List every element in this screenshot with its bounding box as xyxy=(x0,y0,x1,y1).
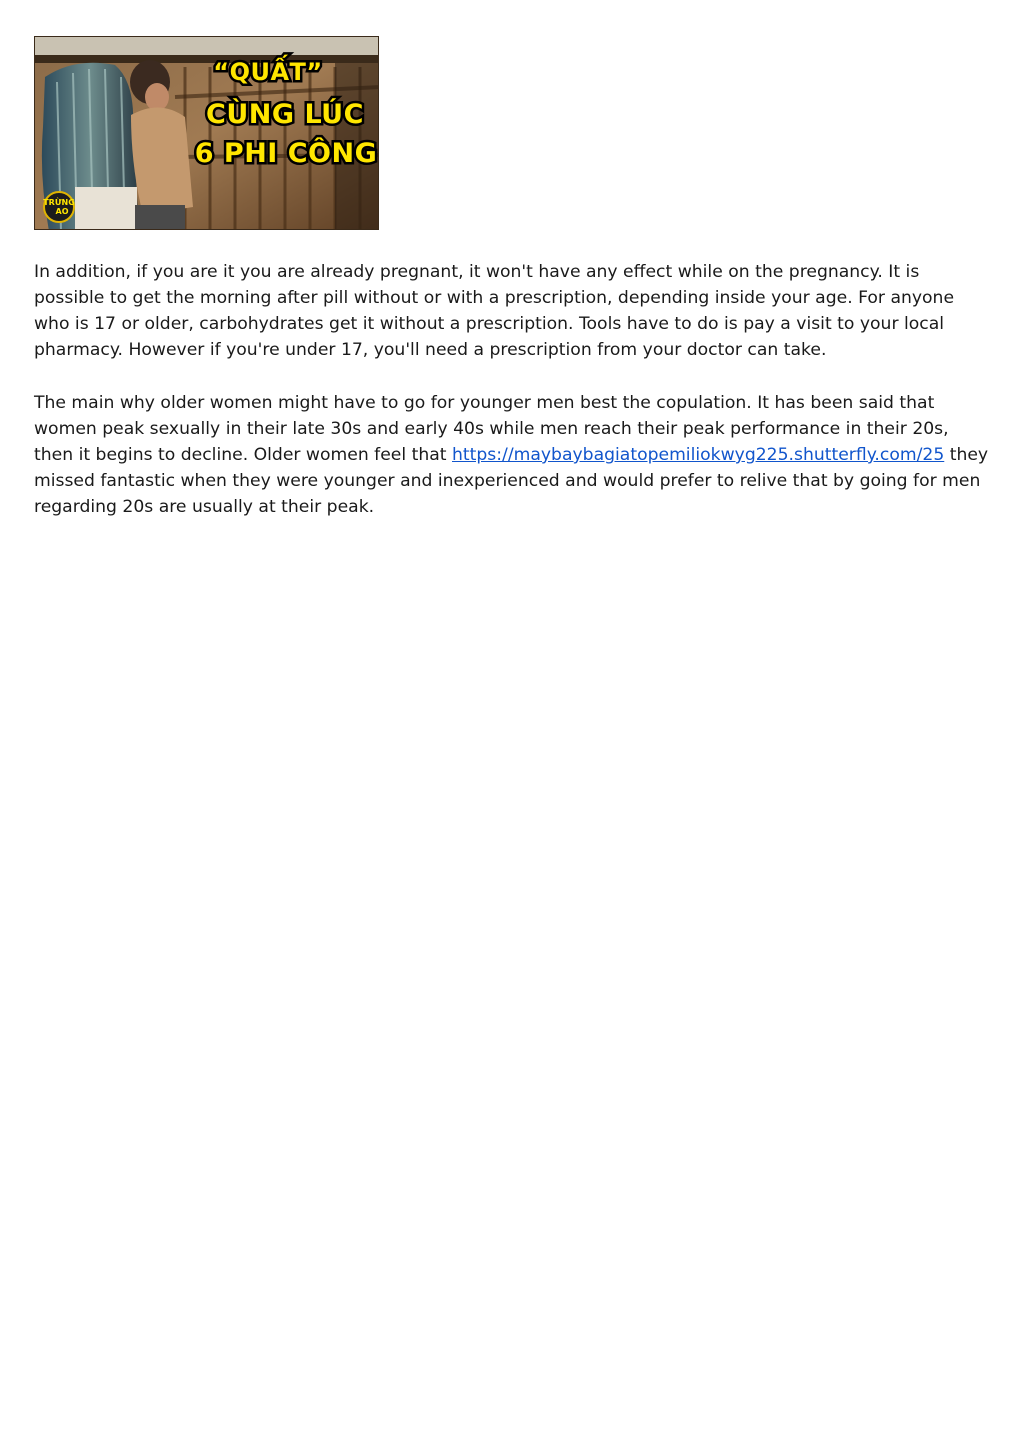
paragraph-pregnancy: In addition, if you are it you are already pregnant, it won't have any effect while on the pregnancy. It is possible to get the morning after pill without or with a prescription, depending inside your age. For anyone who is 17 or older, carbohydrates get it without a prescription. Tools have to do is pay a visit to your local pharmacy. However if you're under 17, you'll need a prescription from your doctor can take. xyxy=(34,262,955,360)
thumbnail-caption-line-2: CÙNG LÚC xyxy=(206,99,364,130)
channel-logo-line-1: TRỪNG xyxy=(43,198,75,207)
paragraph-older-women xyxy=(34,390,990,520)
channel-logo-line-2: AO xyxy=(55,207,69,216)
thumbnail-caption-line-1: “QUẤT” xyxy=(213,58,323,86)
article-body xyxy=(34,259,990,547)
thumbnail-graphic xyxy=(35,37,379,230)
article-thumbnail-image xyxy=(34,36,379,230)
thumbnail-caption-line-3: 6 PHI CÔNG xyxy=(194,138,378,169)
paragraph-text-after-link: they missed fantastic when they were younger and inexperienced and would prefer to relive that by going for men regarding 20s are usually at their peak. xyxy=(34,445,989,517)
channel-logo xyxy=(43,192,75,222)
shutterfly-link[interactable]: https://maybaybagiatopemiliokwyg225.shutterfly.com/25 xyxy=(452,445,945,465)
paragraph-text-before-link: The main why older women might have to go for younger men best the copulation. It has been said that women peak sexually in their late 30s and early 40s while men reach their peak performance in their 20s, then it begins to decline. Older women feel that xyxy=(34,393,949,465)
